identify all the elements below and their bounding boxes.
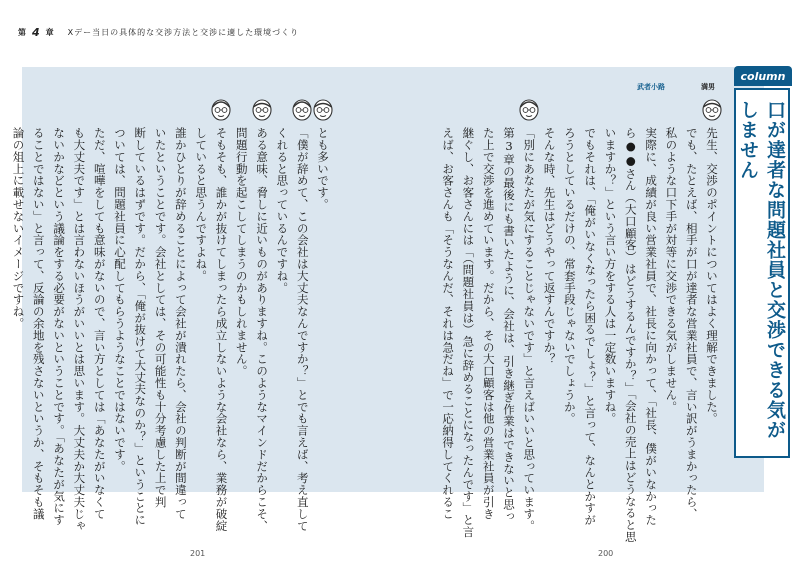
page-number-left: 201 xyxy=(190,549,206,558)
text-line: 問題行動を起こしてしまうのかもしれません。 xyxy=(234,127,249,377)
chapter-suffix: 章 xyxy=(45,27,54,37)
lawyer-avatar-icon xyxy=(518,97,540,121)
lawyer-avatar-icon xyxy=(210,97,232,121)
client-avatar-icon xyxy=(251,97,273,121)
text-line: いたということです。会社としては、その可能性も十分考慮した上で判 xyxy=(153,127,168,508)
running-header xyxy=(18,24,299,40)
text-line: 「別にあなたが気にすることじゃないです」と言えばいいと思っています。 xyxy=(522,127,537,532)
text-line: でもそれは、「俺がいなくなったら困るでしょ？」と言って、なんとかすが xyxy=(583,127,598,526)
text-line: そんな時、先生はどうやって返すんですか？ xyxy=(542,127,557,365)
speaker-label-client: 満男 xyxy=(701,83,715,91)
column-title: 口が達者な問題社員と交渉できる気がしません xyxy=(737,100,786,440)
column-title-box xyxy=(734,88,790,458)
text-line: くれると思っているんですね。 xyxy=(275,127,290,294)
text-line: 論の俎上に載せないイメージですね。 xyxy=(11,127,26,330)
text-line: 「僕が辞めて、この会社は大丈夫なんですか？」とでも言えば、考え直して xyxy=(295,127,310,532)
column-tab: column xyxy=(734,66,792,86)
text-line: していると思うんですよね。 xyxy=(194,127,209,282)
text-line: 誰かひとりが辞めることによって会社が潰れたら、会社の判断が間違って xyxy=(173,127,188,520)
chapter-label: 第 xyxy=(18,27,26,37)
text-line: そもそも、誰かが抜けてしまったら成立しないような会社なら、業務が破綻 xyxy=(214,127,229,532)
text-line: 断しているはずです。だから、「俺が抜けて大丈夫なのか？」ということに xyxy=(133,127,148,526)
text-line: いますか？」という言い方をする人は一定数いますね。 xyxy=(603,127,618,425)
text-line: ただ、喧嘩をしても意味がないので、言い方としては「あなたがいなくて xyxy=(92,127,107,520)
text-line: ろうとしているだけの、常套手段じゃないでしょうか。 xyxy=(562,127,577,425)
text-line: ることではない」と言って、反論の余地を残さないというか、そもそも議 xyxy=(31,127,46,520)
text-line: 私のような口下手が対等に交渉できる気がしません。 xyxy=(664,127,679,413)
page-number-right: 200 xyxy=(598,549,614,558)
text-line: とも多いです。 xyxy=(315,127,330,211)
text-line: た上で交渉を進めています。だから、その大口顧客は他の営業社員が引き xyxy=(481,127,496,520)
client-avatar-icon xyxy=(312,97,334,121)
text-line: でも、たとえば、相手が口が達者な営業社員で、言い訳がうまかったら、 xyxy=(684,127,699,520)
text-line: も大丈夫です」とは言わないほうがいいとは思います。大丈夫か大丈夫じゃ xyxy=(72,127,87,532)
text-line: 実際に、成績が良い営業社員で、社長に向かって、「社長、僕がいなかった xyxy=(644,127,659,526)
text-line: ら●●さん（大口顧客）はどうするんですか？」「会社の売上はどうなると思 xyxy=(623,127,638,543)
text-line: 先生、交渉のポイントについてはよく理解できました。 xyxy=(704,127,719,425)
text-line: ないかなどという議論をする必要がないということです。「あなたが気にす xyxy=(52,127,67,526)
text-line: 第3章の最後にも書いたように、会社は、引き継ぎ作業はできないと思っ xyxy=(501,127,516,523)
client-avatar-icon xyxy=(701,97,723,121)
chapter-title: Xデー当日の具体的な交渉方法と交渉に適した環境づくり xyxy=(67,27,300,37)
text-line: えば、お客さんも「そうなんだ、それは急だね」で一応納得してくれるこ xyxy=(441,127,456,520)
lawyer-avatar-icon xyxy=(291,97,313,121)
text-line: ついては、問題社員に心配してもらうようなことではないです。 xyxy=(112,127,127,473)
text-line: ある意味、脅しに近いものがありますね。このようなマインドだからこそ、 xyxy=(255,127,270,532)
text-line: 継ぐし、お客さんには「（問題社員は）急に辞めることになったんです」と言 xyxy=(461,127,476,538)
speaker-label-lawyer: 武者小路 xyxy=(637,83,665,91)
chapter-number: 4 xyxy=(32,25,40,39)
